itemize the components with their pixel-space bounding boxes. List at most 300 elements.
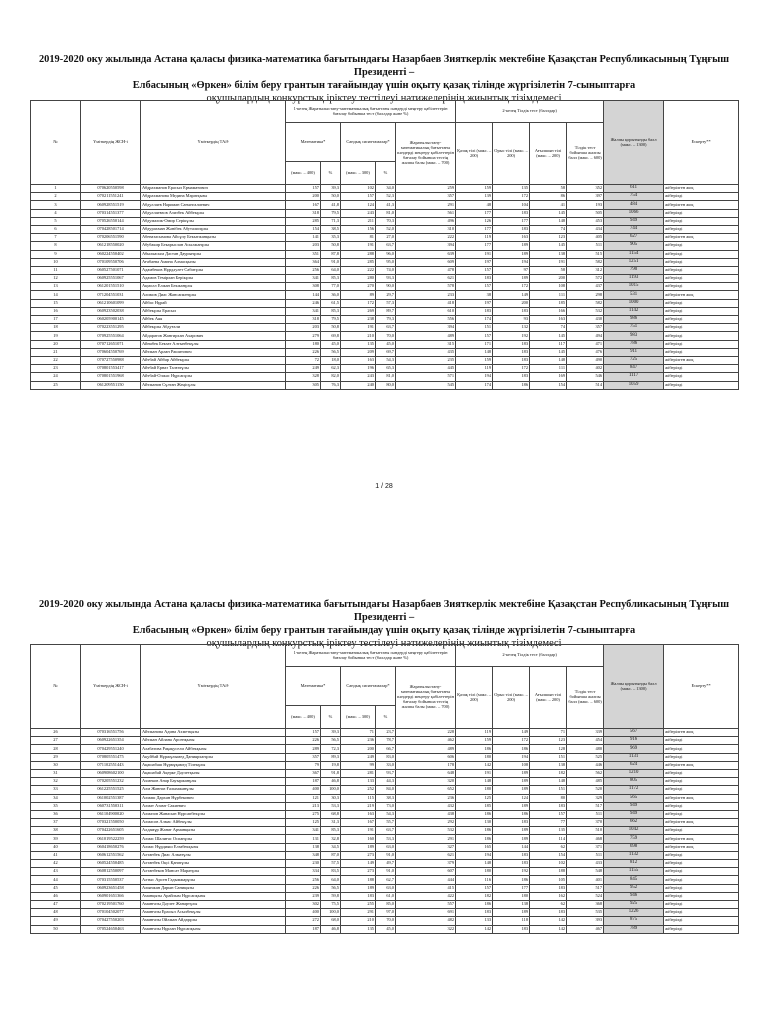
cell-stage1-total: 496 [396,217,456,225]
cell-iin: 061019522259 [81,835,141,843]
cell-kaz: 142 [456,761,493,769]
cell-stage1-total: 462 [396,737,456,745]
cell-kaz: 133 [456,917,493,925]
cell-stage1-total: 532 [396,827,456,835]
cell-name: Алтыс Арсен Гадымжарұлы [141,876,286,884]
cell-note: жіберілді [664,324,739,332]
cell-name: Абубакир Бекарыслан Асылжанұлы [141,242,286,250]
cell-iin: 070801553417 [81,365,141,373]
cell-iin: 060908602100 [81,769,141,777]
cell-quant-pct: 97,0 [376,909,396,917]
cell-name: Адамов Темірлан Берікұлы [141,275,286,283]
cell-stage1-total: 438 [396,810,456,818]
cell-math-pct: 61,5 [321,299,341,307]
cell-iin: 070427550203 [81,917,141,925]
cell-note: жіберілді [664,868,739,876]
cell-rus: 183 [493,851,530,859]
cell-stage1-total: 415 [396,884,456,892]
cell-quant-score: 240 [341,381,376,389]
cell-eng: 58 [530,185,567,193]
cell-quant-score: 281 [341,769,376,777]
table-row [31,381,739,389]
cell-note: жіберілді [664,827,739,835]
cell-math-score: 213 [286,802,321,810]
cell-kaz: 183 [456,275,493,283]
cell-quant-score: 255 [341,900,376,908]
cell-quant-pct: 63,7 [376,324,396,332]
cell-name: Айбек Аяя [141,316,286,324]
cell-kaz: 157 [456,266,493,274]
cell-grand-total: 1132 [604,851,664,859]
cell-stage1-total: 291 [396,201,456,209]
cell-note: жіберілді [664,860,739,868]
cell-stage1-total: 327 [396,843,456,851]
cell-note: жіберілді [664,340,739,348]
cell-quant-pct: 91,0 [376,851,396,859]
cell-math-pct: 72,3 [321,745,341,753]
cell-quant-pct: 38,3 [376,794,396,802]
cell-num: 31 [31,769,81,777]
cell-math-pct: 85,3 [321,827,341,835]
cell-math-pct: 36,0 [321,291,341,299]
cell-eng: 162 [530,892,567,900]
cell-note: жіберілген жоқ [664,201,739,209]
header-note: Ескерту** [664,101,739,185]
table-row [31,909,739,917]
cell-quant-score: 219 [341,802,376,810]
cell-num: 30 [31,761,81,769]
cell-grand-total: 1210 [604,769,664,777]
cell-note: жіберілді [664,745,739,753]
cell-math-pct: 32,8 [321,835,341,843]
cell-num: 29 [31,753,81,761]
table-row [31,266,739,274]
cell-eng: 80 [530,794,567,802]
cell-iin: 060922651354 [81,737,141,745]
cell-quant-pct: 33,0 [376,761,396,769]
cell-rus: 172 [493,365,530,373]
table-row [31,373,739,381]
cell-note: жіберілді [664,193,739,201]
cell-note: жіберілген жоқ [664,356,739,364]
cell-quant-pct: 93,3 [376,275,396,283]
cell-math-score: 318 [286,316,321,324]
cell-math-score: 285 [286,217,321,225]
cell-iin: 071102551443 [81,761,141,769]
cell-name: Алмаш Дархан Нұрбекович [141,794,286,802]
cell-num: 11 [31,266,81,274]
cell-name: Абеназасымова Айсұлу Бекытжанқызы [141,234,286,242]
cell-rus: 189 [493,909,530,917]
cell-stage1-total: 606 [396,753,456,761]
page-title [30,598,738,650]
cell-quant-score: 273 [341,868,376,876]
cell-eng: 191 [530,258,567,266]
cell-kaz: 194 [456,373,493,381]
header-eng: Ағылшын тілі (макс. – 200) [530,123,567,185]
cell-quant-pct: 23,7 [376,729,396,737]
cell-note: жіберілді [664,217,739,225]
cell-grand-total: 790 [604,266,664,274]
cell-num: 32 [31,778,81,786]
cell-eng: 105 [530,876,567,884]
table-row [31,185,739,193]
header-num: № [31,645,81,729]
cell-math-score: 308 [286,283,321,291]
cell-name: Алмас Шалиғас Оспанұлы [141,835,286,843]
cell-quant-pct: 81,0 [376,373,396,381]
cell-name: Алмас Нұрдияш Елзабекқызы [141,843,286,851]
cell-quant-score: 209 [341,348,376,356]
cell-kaz: 183 [456,307,493,315]
cell-math-pct: 34,5 [321,843,341,851]
cell-math-score: 138 [286,843,321,851]
table-row [31,892,739,900]
cell-num: 20 [31,340,81,348]
cell-eng: 74 [530,324,567,332]
cell-grand-total: 624 [604,761,664,769]
cell-quant-pct: 34,0 [376,185,396,193]
cell-note: жіберілді [664,769,739,777]
cell-lang-total: 548 [567,868,604,876]
cell-iin: 070620550598 [81,185,141,193]
cell-eng: 183 [530,802,567,810]
cell-stage1-total: 482 [396,917,456,925]
cell-math-score: 226 [286,348,321,356]
cell-stage1-total: 315 [396,340,456,348]
table-row [31,794,739,802]
cell-name: Айбекұлы Абдуғали [141,324,286,332]
header-iin: Үміткердің ЖСН-і [81,101,141,185]
header-kaz: Қазақ тілі (макс. – 200) [456,667,493,729]
cell-quant-pct: 29,7 [376,291,396,299]
cell-eng: 138 [530,761,567,769]
cell-name: Ахмеков Анар Бауыржанұлы [141,778,286,786]
cell-math-pct: 64,0 [321,876,341,884]
cell-note: жіберілді [664,316,739,324]
table-row [31,283,739,291]
cell-iin: 070315550537 [81,876,141,884]
cell-math-pct: 50,0 [321,193,341,201]
cell-lang-total: 480 [567,745,604,753]
cell-rus: 172 [493,193,530,201]
cell-iin: 070524650463 [81,925,141,933]
cell-quant-score: 222 [341,266,376,274]
cell-quant-score: 191 [341,827,376,835]
cell-num: 21 [31,348,81,356]
cell-stage1-total: 489 [396,332,456,340]
cell-math-score: 318 [286,209,321,217]
cell-quant-pct: 53,3 [376,835,396,843]
cell-note: жіберілді [664,909,739,917]
cell-grand-total: 662 [604,819,664,827]
cell-quant-pct: 44,3 [376,778,396,786]
cell-math-score: 131 [286,835,321,843]
cell-quant-pct: 45,0 [376,925,396,933]
cell-quant-score: 157 [341,193,376,201]
cell-note: жіберілген жоқ [664,843,739,851]
cell-lang-total: 476 [567,348,604,356]
cell-grand-total: 983 [604,332,664,340]
cell-math-pct: 62,3 [321,365,341,373]
header-math-pct: % [321,706,341,729]
cell-math-pct: 46,8 [321,778,341,786]
cell-name: Аманғазы Ерасыл Асылбекұлы [141,909,286,917]
cell-quant-score: 236 [341,737,376,745]
cell-kaz: 186 [456,810,493,818]
cell-eng: 62 [530,900,567,908]
cell-math-score: 180 [286,340,321,348]
cell-kaz: 159 [456,185,493,193]
cell-rus: 183 [493,225,530,233]
header-quant-pct: % [376,706,396,729]
cell-iin: 060205900145 [81,316,141,324]
table-row [31,324,739,332]
cell-stage1-total: 478 [396,266,456,274]
cell-eng: 148 [530,356,567,364]
cell-math-pct: 18,0 [321,356,341,364]
cell-kaz: 194 [456,851,493,859]
cell-rus: 138 [493,900,530,908]
cell-quant-score: 285 [341,258,376,266]
cell-num: 46 [31,892,81,900]
cell-quant-pct: 85,0 [376,900,396,908]
cell-name: Алтанбек Оқсі Қанатұлы [141,860,286,868]
cell-grand-total: 698 [604,843,664,851]
table-row [31,225,739,233]
cell-note: жіберілген жоқ [664,291,739,299]
cell-eng: 123 [530,737,567,745]
cell-grand-total: 759 [604,835,664,843]
cell-quant-pct: 63,0 [376,843,396,851]
cell-eng: 145 [530,242,567,250]
cell-name: Алмат Азамт Сакиевич [141,802,286,810]
cell-rus: 183 [493,209,530,217]
cell-math-score: 302 [286,900,321,908]
cell-math-pct: 85,3 [321,307,341,315]
cell-num: 13 [31,283,81,291]
cell-rus: 192 [493,868,530,876]
cell-stage1-total: 444 [396,876,456,884]
cell-eng: 148 [530,217,567,225]
header-math-max: (макс. – 400) [286,706,321,729]
cell-iin: 070712651071 [81,340,141,348]
cell-math-score: 279 [286,332,321,340]
table-row [31,819,739,827]
cell-rus: 144 [493,843,530,851]
cell-lang-total: 517 [567,802,604,810]
cell-quant-score: 160 [341,835,376,843]
cell-quant-score: 156 [341,225,376,233]
cell-quant-score: 89 [341,291,376,299]
cell-stage1-total: 228 [396,729,456,737]
cell-num: 4 [31,209,81,217]
cell-lang-total: 446 [567,761,604,769]
table-row [31,365,739,373]
cell-math-score: 328 [286,373,321,381]
cell-eng: 117 [530,340,567,348]
cell-note: жіберілген жоқ [664,761,739,769]
cell-quant-score: 191 [341,324,376,332]
cell-lang-total: 467 [567,925,604,933]
cell-eng: 111 [530,291,567,299]
cell-math-pct: 31,3 [321,819,341,827]
cell-grand-total: 1172 [604,786,664,794]
cell-note: жіберілген жоқ [664,729,739,737]
cell-iin: 061104900020 [81,810,141,818]
cell-num: 33 [31,786,81,794]
cell-lang-total: 485 [567,778,604,786]
cell-math-score: 157 [286,729,321,737]
cell-rus: 189 [493,802,530,810]
cell-note: жіберілген жоқ [664,835,739,843]
cell-lang-total: 546 [567,373,604,381]
cell-name: Абдумалик-Омир Серікұлы [141,217,286,225]
cell-kaz: 174 [456,381,493,389]
cell-iin: 060923651458 [81,884,141,892]
cell-num: 14 [31,291,81,299]
header-stage2: 2-кезең Тілдік тест (баллдар) [456,101,604,123]
cell-grand-total: 751 [604,324,664,332]
cell-rus: 93 [493,316,530,324]
cell-grand-total: 1131 [604,753,664,761]
cell-name: Адамбеков Нұрдәулет Сабитұлы [141,266,286,274]
header-name: Үміткердің ТАӘ [141,101,286,185]
cell-grand-total: 1042 [604,827,664,835]
cell-quant-score: 191 [341,242,376,250]
cell-math-score: 230 [286,860,321,868]
cell-lang-total: 339 [567,729,604,737]
cell-num: 26 [31,729,81,737]
cell-grand-total: 949 [604,810,664,818]
cell-num: 49 [31,917,81,925]
cell-lang-total: 582 [567,299,604,307]
cell-quant-pct: 73,0 [376,802,396,810]
cell-quant-pct: 45,0 [376,340,396,348]
cell-lang-total: 329 [567,794,604,802]
cell-lang-total: 454 [567,737,604,745]
cell-num: 38 [31,827,81,835]
cell-lang-total: 582 [567,258,604,266]
cell-stage1-total: 418 [396,299,456,307]
cell-name: Абдрахманова Медина Маратқызы [141,193,286,201]
table-row [31,851,739,859]
results-table [30,100,739,390]
cell-eng: 163 [530,316,567,324]
cell-quant-score: 210 [341,917,376,925]
table-row [31,876,739,884]
cell-quant-pct: 54,3 [376,356,396,364]
cell-rus: 177 [493,217,530,225]
cell-num: 23 [31,365,81,373]
cell-rus: 189 [493,827,530,835]
cell-num: 1 [31,185,81,193]
cell-num: 3 [31,201,81,209]
cell-quant-pct: 66,7 [376,745,396,753]
cell-grand-total: 1155 [604,868,664,876]
cell-num: 9 [31,250,81,258]
cell-kaz: 119 [456,365,493,373]
cell-grand-total: 744 [604,225,664,233]
cell-math-pct: 56,5 [321,737,341,745]
cell-note: жіберілді [664,925,739,933]
cell-math-score: 154 [286,225,321,233]
cell-lang-total: 352 [567,185,604,193]
table-row [31,769,739,777]
cell-num: 42 [31,860,81,868]
cell-name: Алимов Диас Жансапкенұлы [141,291,286,299]
header-stage1-total: Жаратылыстану-математикалық бағыттағы пәндерді меңгеру қабілеттерін бағалау бойынша тестің жалпы балы (макс. – 700) [396,123,456,185]
cell-lang-total: 312 [567,266,604,274]
table-row [31,745,739,753]
table-row [31,307,739,315]
cell-stage1-total: 609 [396,258,456,266]
cell-rus: 189 [493,250,530,258]
cell-quant-score: 149 [341,860,376,868]
cell-note: жіберілді [664,365,739,373]
cell-quant-pct: 70,3 [376,217,396,225]
cell-num: 35 [31,802,81,810]
cell-num: 50 [31,925,81,933]
cell-lang-total: 520 [567,786,604,794]
cell-kaz: 157 [456,884,493,892]
cell-iin: 070211551241 [81,193,141,201]
cell-grand-total: 812 [604,860,664,868]
cell-lang-total: 453 [567,217,604,225]
cell-quant-score: 238 [341,316,376,324]
header-quant: Сандық сипаттамалар* [341,667,396,706]
cell-math-score: 226 [286,884,321,892]
cell-num: 19 [31,332,81,340]
cell-stage1-total: 489 [396,745,456,753]
title-line-2: Елбасының «Өркен» білім беру грантын тағайындау үшін оқыту қазақ тілінде жүргізілетін 7-сыныптарға [132,80,636,91]
cell-grand-total: 611 [604,185,664,193]
table-row [31,299,739,307]
cell-lang-total: 468 [567,835,604,843]
cell-stage1-total: 621 [396,851,456,859]
cell-kaz: 197 [456,299,493,307]
cell-math-pct: 91,8 [321,769,341,777]
cell-iin: 060224550402 [81,250,141,258]
cell-math-pct: 87,8 [321,250,341,258]
cell-stage1-total: 621 [396,275,456,283]
cell-math-pct: 69,8 [321,332,341,340]
cell-name: Айтжанов Сұлтан Жеңісұлы [141,381,286,389]
cell-eng: 151 [530,786,567,794]
cell-grand-total: 925 [604,900,664,908]
results-table-body [31,729,739,934]
cell-name: Айтбай Айбар Айбекұлы [141,356,286,364]
cell-stage1-total: 235 [396,356,456,364]
cell-rus: 189 [493,835,530,843]
header-math-max: (макс. – 400) [286,162,321,185]
cell-rus: 149 [493,729,530,737]
cell-note: жіберілген жоқ [664,819,739,827]
cell-grand-total: 567 [604,729,664,737]
cell-quant-score: 99 [341,761,376,769]
cell-quant-pct: 57,3 [376,299,396,307]
cell-lang-total: 405 [567,234,604,242]
cell-lang-total: 511 [567,851,604,859]
cell-rus: 183 [493,860,530,868]
cell-stage1-total: 571 [396,373,456,381]
table-row [31,291,739,299]
cell-quant-pct: 91,0 [376,868,396,876]
cell-kaz: 148 [456,778,493,786]
cell-num: 48 [31,909,81,917]
header-rus: Орыс тілі (макс. – 200) [493,667,530,729]
cell-quant-score: 189 [341,843,376,851]
